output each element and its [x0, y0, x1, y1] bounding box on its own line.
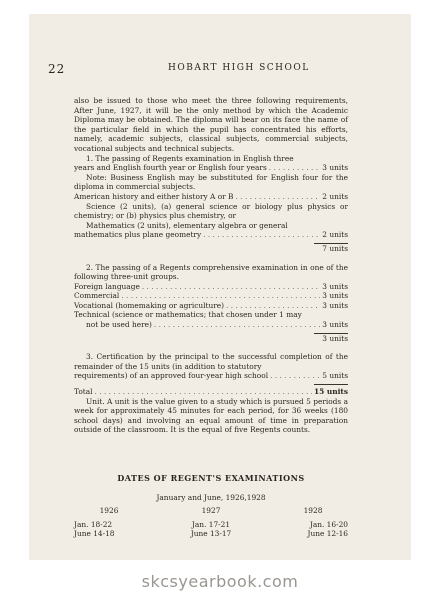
leader-dots	[270, 371, 320, 381]
intro-paragraph: also be issued to those who meet the three following requirements, After June, 1927, it will be the only method by which the Academic Diploma may be obtained. The diploma will bear on its face the name of the particular field in which the pupil has concentrated his efforts, namely, academic subjects, classical subjects, commercial subjects, vocational subjects and technical subjects.	[74, 96, 348, 153]
req3-row	[74, 371, 348, 381]
watermark-footer: skcsyearbook.com	[141, 572, 299, 591]
req1-math-label: mathematics plus plane geometry	[74, 230, 202, 240]
req2-commercial-units: 3 units	[322, 291, 348, 301]
leader-dots	[235, 192, 320, 202]
exam-jan-date: Jan. 17-21	[191, 519, 231, 529]
exam-jan-date: Jan. 16-20	[309, 519, 348, 529]
exam-dates-columns	[74, 506, 348, 539]
req2-technical-line1: Technical (science or mathematics; that chosen under 1 may	[74, 310, 302, 320]
req1-english-row	[74, 163, 348, 173]
req2-commercial-row	[74, 291, 348, 301]
req1-history-label: American history and either history A or B	[74, 191, 234, 201]
exam-dates-title: DATES OF REGENT'S EXAMINATIONS	[117, 473, 305, 483]
exam-column-1926	[74, 506, 144, 539]
exam-june-date: June 13-17	[190, 529, 232, 539]
req1-subtotal: 7 units	[322, 243, 348, 253]
total-rule	[314, 384, 348, 385]
total-units: 15 units	[314, 387, 348, 397]
req1-math-units: 2 units	[322, 230, 348, 240]
req1-history-units: 2 units	[322, 191, 348, 201]
unit-definition: Unit. A unit is the value given to a study which is pursued 5 periods a week for approximately 45 minutes for each period, for 36 weeks (180 school days) and involving an equal amount of time in preparation outside of the classroom. It is the equal of five Regents counts.	[74, 396, 348, 435]
req2-vocational-label: Vocational (homemaking or agriculture)	[74, 300, 225, 310]
req2-technical-row	[74, 320, 348, 330]
req2-vocational-units: 3 units	[322, 300, 348, 310]
req1-note: Note: Business English may be substituted for English four for the diploma in commercial subjects.	[74, 172, 348, 192]
exam-column-1927	[176, 506, 246, 539]
exam-june-date: June 12-16	[307, 529, 348, 539]
total-label: Total	[74, 387, 93, 397]
exam-dates-subtitle: January and June, 1926,1928	[156, 492, 266, 502]
req2-foreign-row	[74, 282, 348, 292]
leader-dots	[203, 230, 320, 240]
body-text	[74, 96, 348, 435]
req2-subtotal: 3 units	[322, 333, 348, 343]
req3-units: 5 units	[322, 371, 348, 381]
leader-dots	[269, 163, 321, 173]
req1-english-units: 3 units	[322, 163, 348, 173]
req1-english-label: years and English fourth year or English four years	[74, 163, 267, 173]
req2-foreign-units: 3 units	[322, 281, 348, 291]
page-number: 22	[48, 62, 66, 76]
exam-june-date: June 14-18	[74, 529, 115, 539]
req1-math-row	[74, 230, 348, 240]
leader-dots	[142, 282, 320, 292]
req1-line1: 1. The passing of Regents examination in English three	[86, 153, 294, 163]
req1-science: Science (2 units), (a) general science or biology plus physics or chemistry; or (b) physics plus chemistry, or	[74, 201, 348, 221]
exam-year: 1927	[201, 506, 221, 516]
req2-technical-label: not be used here)	[86, 320, 152, 330]
req3-text: 3. Certification by the principal to the successful completion of the remainder of the 15 units (in addition to statutory	[74, 352, 348, 371]
exam-jan-date: Jan. 18-22	[74, 519, 113, 529]
exam-column-1928	[278, 506, 348, 539]
req2-commercial-label: Commercial	[74, 291, 120, 301]
running-title: HOBART HIGH SCHOOL	[168, 63, 310, 73]
req2-intro: 2. The passing of a Regents comprehensive examination in one of the following three-unit groups.	[74, 262, 348, 282]
exam-year: 1928	[303, 506, 323, 516]
leader-dots	[226, 301, 320, 311]
req1-math-line1: Mathematics (2 units), elementary algebra or general	[86, 220, 288, 230]
exam-dates-section	[74, 474, 348, 539]
leader-dots	[121, 291, 320, 301]
req2-foreign-label: Foreign language	[74, 281, 140, 291]
exam-year: 1926	[99, 506, 119, 516]
req3-label: requirements) of an approved four-year high school	[74, 371, 269, 381]
leader-dots	[154, 320, 320, 330]
total-row	[74, 387, 348, 397]
req2-vocational-row	[74, 301, 348, 311]
req1-history-row	[74, 192, 348, 202]
leader-dots	[95, 387, 312, 397]
req2-technical-units: 3 units	[322, 320, 348, 330]
